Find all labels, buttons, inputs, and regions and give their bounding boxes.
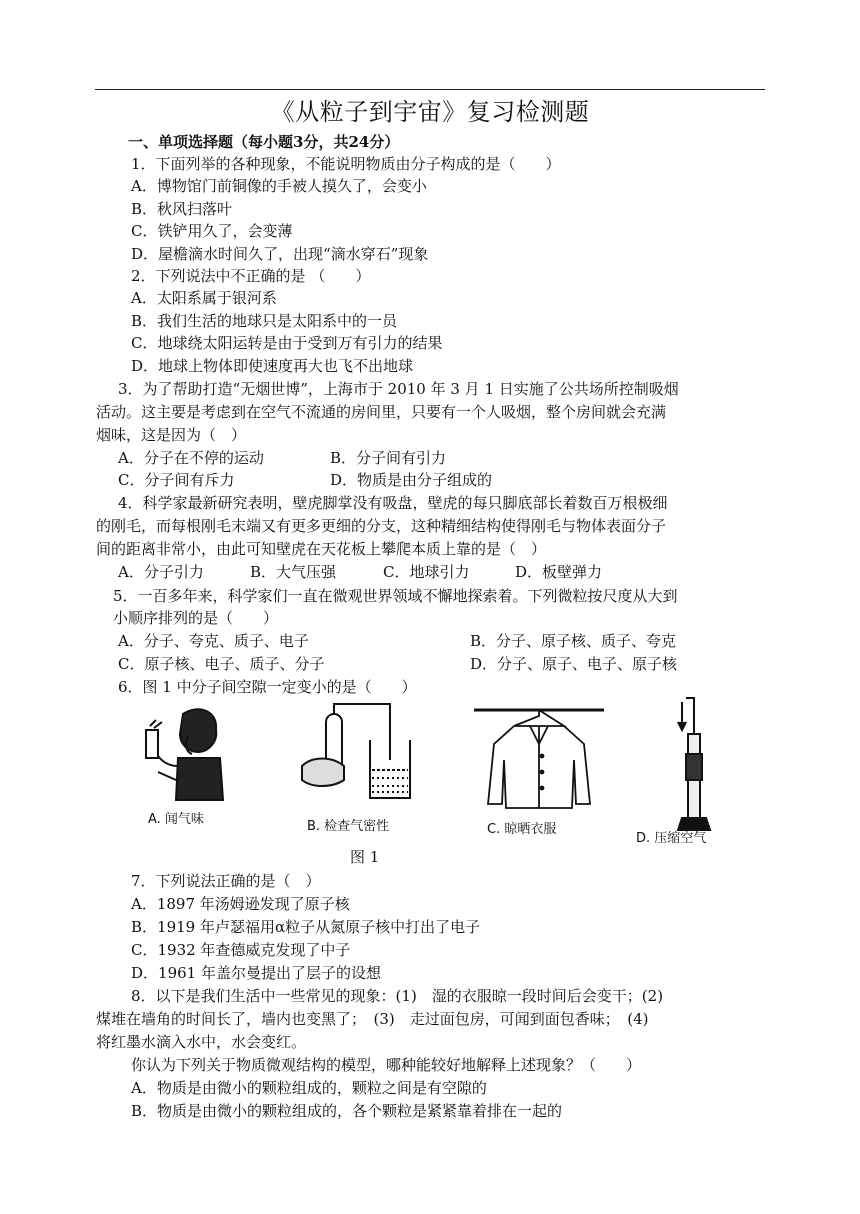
page-title: 《从粒子到宇宙》复习检测题 (270, 98, 590, 126)
q6-stem: 6．图 1 中分子间空隙一定变小的是（ ） (118, 678, 417, 696)
q2-option-b: B．我们生活的地球只是太阳系中的一员 (131, 312, 398, 330)
q8-stem-line3: 将红墨水滴入水中，水会变红。 (96, 1033, 307, 1051)
q5-stem-line2: 小顺序排列的是（ ） (113, 609, 279, 627)
q7-option-b: B．1919 年卢瑟福用α粒子从氮原子核中打出了电子 (131, 918, 481, 936)
q5-stem-line1: 5．一百多年来，科学家们一直在微观世界领域不懈地探索着。下列微粒按尺度从大到 (113, 587, 678, 605)
q4-stem-line3: 间的距离非常小，由此可知壁虎在天花板上攀爬本质上靠的是（ ） (96, 540, 547, 558)
q4-option-c: C．地球引力 (383, 563, 470, 581)
q2-option-d: D．地球上物体即使速度再大也飞不出地球 (131, 357, 414, 375)
q1-option-b: B．秋风扫落叶 (131, 200, 233, 218)
q4-stem-line2: 的刚毛，而每根刚毛末端又有更多更细的分支，这种精细结构使得刚毛与物体表面分子 (96, 517, 667, 535)
q3-stem-line2: 活动。这主要是考虑到在空气不流通的房间里，只要有一个人吸烟，整个房间就会充满 (96, 403, 667, 421)
q2-option-c: C．地球绕太阳运转是由于受到万有引力的结果 (131, 334, 443, 352)
section-heading: 一、单项选择题（每小题3分，共24分） (128, 133, 400, 151)
q7-option-d: D．1961 年盖尔曼提出了层子的设想 (131, 964, 381, 982)
q3-stem-line1: 3．为了帮助打造“无烟世博”，上海市于 2010 年 3 月 1 日实施了公共场所控制吸烟 (118, 380, 679, 398)
q4-option-d: D．板壁弹力 (515, 563, 603, 581)
q3-option-d: D．物质是由分子组成的 (330, 471, 493, 489)
q7-stem: 7．下列说法正确的是（ ） (131, 872, 321, 890)
q5-option-b: B．分子、原子核、质子、夸克 (470, 632, 677, 650)
q3-option-b: B．分子间有引力 (330, 449, 447, 467)
q1-option-d: D．屋檐滴水时间久了，出现“滴水穿石”现象 (131, 245, 429, 263)
header-rule (95, 89, 765, 90)
q5-option-c: C．原子核、电子、质子、分子 (118, 655, 325, 673)
q5-option-a: A．分子、夸克、质子、电子 (118, 632, 309, 650)
q8-option-a: A．物质是由微小的颗粒组成的，颗粒之间是有空隙的 (131, 1079, 487, 1097)
q1-option-a: A．博物馆门前铜像的手被人摸久了，会变小 (131, 177, 427, 195)
q8-stem-line2: 煤堆在墙角的时间长了，墙内也变黑了； (3) 走过面包房，可闻到面包香味； (4) (96, 1010, 649, 1028)
figure-b-caption: B. 检查气密性 (307, 819, 390, 834)
q1-stem: 1．下面列举的各种现象，不能说明物质由分子构成的是（ ） (131, 155, 561, 173)
q4-stem-line1: 4．科学家最新研究表明，壁虎脚掌没有吸盘，壁虎的每只脚底部长着数百万根极细 (118, 494, 668, 512)
q2-stem: 2．下列说法中不正确的是 （ ） (131, 267, 371, 285)
q4-option-a: A．分子引力 (118, 563, 204, 581)
q5-option-d: D．分子、原子、电子、原子核 (470, 655, 678, 673)
q3-option-a: A．分子在不停的运动 (118, 449, 264, 467)
figure-b-airtightness-image (292, 700, 412, 810)
figure-1-caption: 图 1 (350, 848, 380, 866)
q3-option-c: C．分子间有斥力 (118, 471, 235, 489)
q8-stem-line1: 8．以下是我们生活中一些常见的现象：(1) 湿的衣服晾一段时间后会变干；(2) (131, 987, 664, 1005)
q3-stem-line3: 烟味，这是因为（ ） (96, 426, 247, 444)
figure-c-drying-clothes-image (474, 704, 604, 814)
q7-option-c: C．1932 年查德威克发现了中子 (131, 941, 351, 959)
q8-question: 你认为下列关于物质微观结构的模型，哪种能较好地解释上述现象？（ ） (131, 1056, 642, 1074)
q4-option-b: B．大气压强 (250, 563, 337, 581)
q7-option-a: A．1897 年汤姆逊发现了原子核 (131, 895, 350, 913)
figure-c-caption: C. 晾晒衣服 (487, 822, 557, 837)
q1-option-c: C．铁铲用久了，会变薄 (131, 222, 293, 240)
q8-option-b: B．物质是由微小的颗粒组成的，各个颗粒是紧紧靠着排在一起的 (131, 1102, 563, 1120)
figure-d-caption: D. 压缩空气 (636, 831, 707, 846)
figure-d-compress-air-image (666, 694, 716, 844)
q2-option-a: A．太阳系属于银河系 (131, 289, 277, 307)
figure-a-caption: A. 闻气味 (148, 812, 204, 827)
